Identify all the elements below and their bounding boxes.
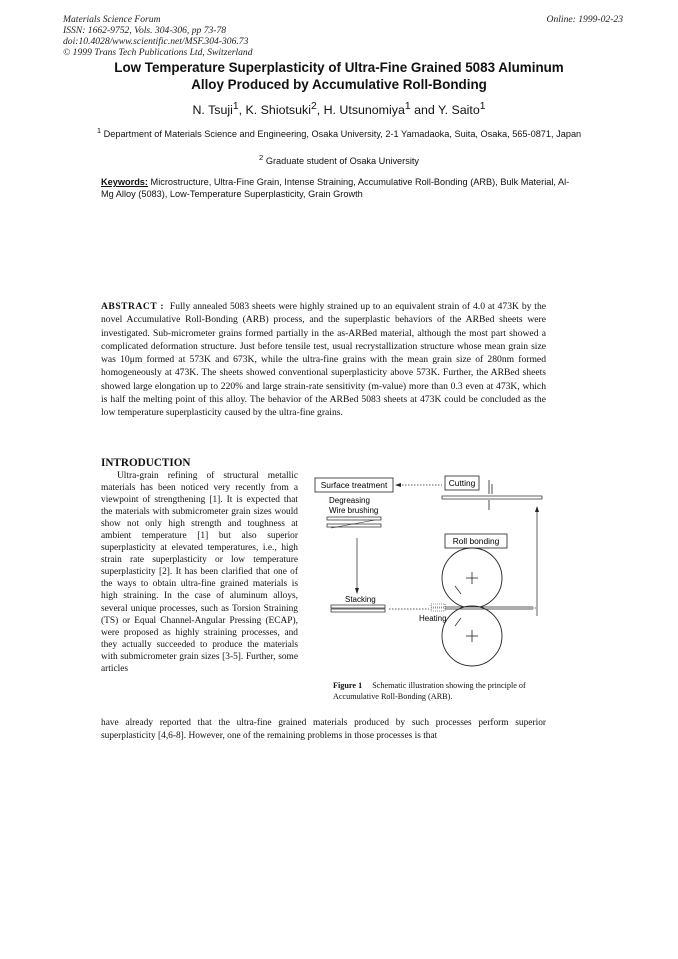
abstract-label: ABSTRACT : [101,301,165,312]
stacked-sheet [331,605,385,608]
author-sup: 2 [310,101,317,112]
label-degreasing: Degreasing [329,496,370,505]
heated-sheet [431,604,445,607]
title-line-1: Low Temperature Superplasticity of Ultra-Fine Grained 5083 Aluminum [114,62,564,75]
keywords-block [101,176,581,200]
section-heading-introduction: INTRODUCTION [101,457,191,469]
author-name: N. Tsuji [192,103,233,118]
author-conjunction: and [414,103,435,118]
stacked-sheet [331,609,385,612]
author-name: K. Shiotsuki [245,103,311,118]
keywords-text: Microstructure, Ultra-Fine Grain, Intense Straining, Accumulative Roll-Bonding (ARB), Bulk Material, Al-Mg Alloy (5083), Low-Temperature Superplasticity, Grain Growth [101,177,570,199]
author-name: H. Utsunomiya [323,103,405,118]
keywords-label: Keywords: [101,177,148,187]
author-sup: 1 [404,101,411,112]
label-heating: Heating [419,614,447,623]
caption-label: Figure 1 [333,681,363,690]
abstract-text: Fully annealed 5083 sheets were highly strained up to an equivalent strain of 4.0 at 473K by the novel Accumulative Roll-Bonding (ARB) process, and the superplastic behaviors of the ARBed sheets were investigated. Sub-micrometer grains formed partially in the as-ARBed material, although the most part showed a complicated deformation structure. Just before tensile test, usual recrystallization structure whose mean grain size was 10μm formed at 573K and 673K, while the ultra-fine grains with the mean grain size of 280nm formed homogeneously at 473K. The sheets showed conventional superplasticity above 573K. Further, the ARBed sheets showed large elongation up to 220% and large strain-rate sensitivity (m-value) more than 0.3 even at 473K, which is half the melting point of this alloy. The behavior of the ARBed 5083 sheets at 473K could be concluded as the low temperature superplasticity caused by the ultra-fine grains. [101,301,546,419]
sheet [327,517,381,520]
arb-diagram [305,470,550,680]
author-sup: 1 [232,101,239,112]
sheet [327,524,381,527]
sheet-long [442,496,542,499]
arrow-head [535,506,539,512]
affiliation-2 [90,152,588,167]
introduction-paragraph: Ultra-grain refining of structural metallic materials has been noticed very recently from a viewpoint of strengthening [1]. It is expected that the materials with submicrometer grain sizes would show not only high strength and toughness at ambient temperature [1] but also superior superplasticity at elevated temperatures, i.e., high strain rate superplasticity or low temperature superplasticity [2]. It has been clarified that one of the ways to obtain ultra-fine grained materials is high straining. In the case of aluminum alloys, several unique processes, such as Torsion Straining (TS) or Equal Channel-Angular Pressing (ECAP), were proposed as highly straining processes, and they actually succeeded to produce the materials with submicrometer grain sizes [3-5]. Further, some articles [101,471,298,674]
abstract-block [101,300,546,420]
paper-title [60,62,618,93]
affiliation-sup: 1 [96,126,102,135]
label-stacking: Stacking [345,595,376,604]
introduction-column-text [101,470,298,675]
copyright-line: © 1999 Trans Tech Publications Ltd, Switzerland [63,47,253,58]
author-name: Y. Saito [437,103,480,118]
title-line-2: Alloy Produced by Accumulative Roll-Bonding [191,77,487,92]
online-date: Online: 1999-02-23 [546,14,623,25]
affiliation-text: Department of Materials Science and Engineering, Osaka University, 2-1 Yamadaoka, Suita, Osaka, 565-0871, Japan [103,129,582,140]
label-surface-treatment: Surface treatment [320,480,388,490]
arrow-head [395,483,401,487]
doi-line[interactable]: doi:10.4028/www.scientific.net/MSF.304-306.73 [63,36,249,47]
page-header [63,14,623,58]
introduction-wide-text: have already reported that the ultra-fine grained materials produced by such processes perform superior superplasticity [4,6-8]. However, one of the remaining problems in those processes is that [101,718,546,741]
arrow-head [355,588,359,594]
figure-1-caption [333,680,548,702]
figure-1-arb-schematic [305,470,550,680]
affiliation-text: Graduate student of Osaka University [265,156,420,167]
label-roll-bonding: Roll bonding [452,536,500,546]
affiliation-1 [90,125,588,140]
heated-sheet [431,608,445,611]
issn-line: ISSN: 1662-9752, Vols. 304-306, pp 73-78 [63,25,227,36]
journal-name: Materials Science Forum [63,14,161,25]
author-list: N. Tsuji$^1$, K. Shiotsuki$^2$, H. Utsunomiya$^1$ and Y. Saito$^1$ [192,101,486,118]
label-wire-brushing: Wire brushing [329,506,379,515]
affiliation-sup: 2 [258,153,264,162]
caption-text: Schematic illustration showing the principle of Accumulative Roll-Bonding (ARB). [333,681,526,701]
author-sup: 1 [479,101,486,112]
label-cutting: Cutting [448,478,476,488]
